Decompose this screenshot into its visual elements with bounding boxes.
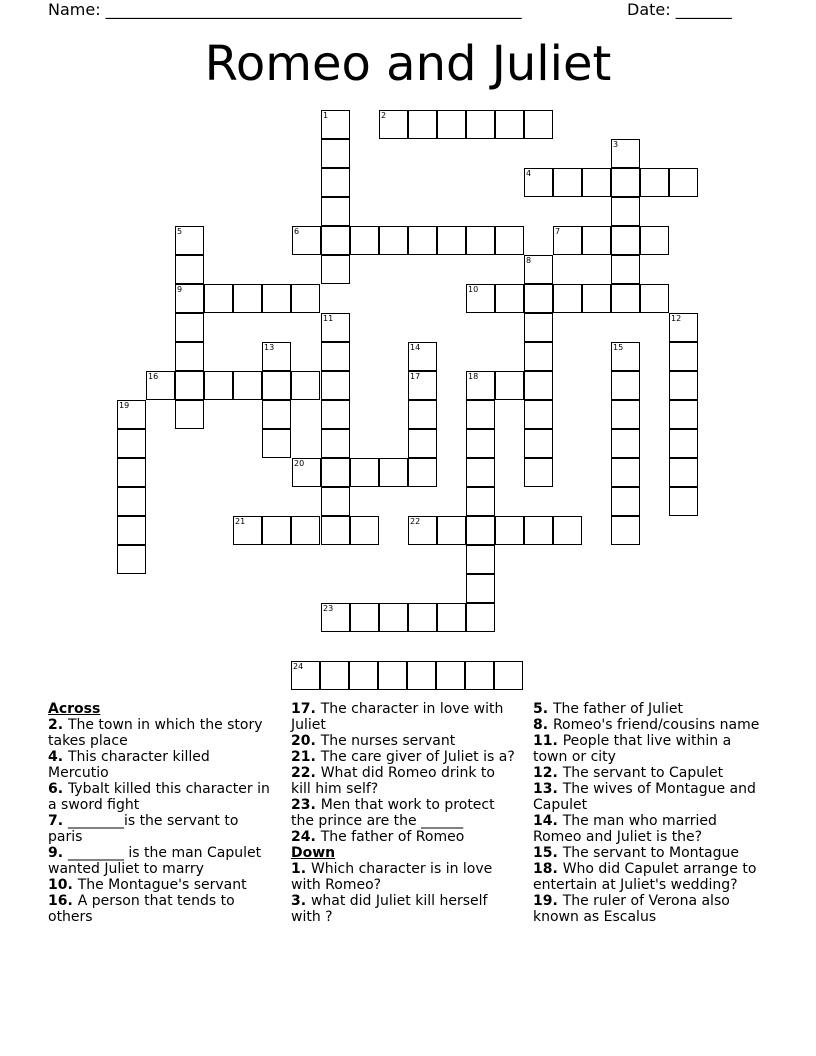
grid-cell[interactable] (437, 226, 466, 255)
clue-text: People that live within a town or city (533, 733, 732, 765)
grid-cell[interactable] (379, 603, 408, 632)
grid-cell[interactable] (466, 487, 495, 516)
clue-text: The Montague's servant (77, 877, 247, 893)
grid-cell[interactable] (321, 197, 350, 226)
clue-text: The nurses servant (320, 733, 456, 749)
clue-number-label: 21 (235, 517, 246, 526)
clue-number: 10. (48, 877, 78, 893)
grid-cell[interactable] (262, 516, 291, 545)
clue-number: 19. (533, 893, 563, 909)
grid-cell[interactable] (321, 371, 350, 400)
grid-cell[interactable] (669, 371, 698, 400)
clue-number: 15. (533, 845, 563, 861)
grid-cell[interactable] (466, 458, 495, 487)
clue-number-label: 2 (381, 111, 387, 120)
grid-cell[interactable] (611, 284, 640, 313)
clue-text: The wives of Montague and Capulet (533, 781, 756, 813)
grid-cell[interactable] (408, 226, 437, 255)
across-clue (48, 877, 273, 893)
clue-number: 12. (533, 765, 563, 781)
date-field-label: Date: _______ (627, 0, 732, 19)
clue-number-label: 8 (526, 256, 532, 265)
clue-number-label: 19 (119, 401, 130, 410)
clue-number: 16. (48, 893, 78, 909)
grid-cell[interactable] (233, 284, 262, 313)
clue-number: 8. (533, 717, 553, 733)
clue-column-2 (291, 701, 516, 925)
grid-cell[interactable] (321, 458, 350, 487)
grid-cell[interactable] (611, 429, 640, 458)
grid-cell[interactable] (291, 284, 320, 313)
clue-number: 21. (291, 749, 321, 765)
grid-cell[interactable] (640, 284, 669, 313)
grid-cell[interactable] (669, 487, 698, 516)
clue-text: Which character is in love with Romeo? (291, 861, 493, 893)
grid-cell[interactable] (117, 429, 146, 458)
grid-cell[interactable] (611, 226, 640, 255)
grid-cell[interactable] (379, 226, 408, 255)
grid-cell[interactable] (408, 110, 437, 139)
clue-text: A person that tends to others (48, 893, 235, 925)
grid-cell[interactable] (233, 371, 262, 400)
grid-cell[interactable] (611, 458, 640, 487)
clue-number-label: 5 (177, 227, 183, 236)
clue-text: Tybalt killed this character in a sword fight (48, 781, 270, 813)
grid-cell[interactable] (262, 429, 291, 458)
grid-cell[interactable] (117, 516, 146, 545)
grid-cell[interactable] (321, 168, 350, 197)
grid-cell[interactable] (495, 226, 524, 255)
clue-number: 22. (291, 765, 321, 781)
across-heading: Across (48, 701, 101, 717)
clue-number-label: 7 (555, 227, 561, 236)
clue-text: The ruler of Verona also known as Escalus (533, 893, 730, 925)
grid-cell[interactable] (407, 661, 436, 690)
grid-cell[interactable] (349, 661, 378, 690)
grid-cell[interactable] (321, 342, 350, 371)
grid-cell[interactable] (466, 545, 495, 574)
clue-text: This character killed Mercutio (48, 749, 210, 781)
clue-number: 18. (533, 861, 563, 877)
grid-cell[interactable] (465, 661, 494, 690)
clue-text: The servant to Montague (562, 845, 739, 861)
across-clue (291, 797, 516, 829)
grid-cell[interactable] (436, 661, 465, 690)
grid-cell[interactable] (524, 429, 553, 458)
down-clue (533, 701, 763, 717)
clue-number: 17. (291, 701, 321, 717)
clue-number: 11. (533, 733, 563, 749)
grid-cell[interactable] (204, 371, 233, 400)
clue-number-label: 18 (468, 372, 479, 381)
across-clue (291, 701, 516, 733)
across-clue (48, 893, 273, 925)
grid-cell[interactable] (553, 168, 582, 197)
grid-cell[interactable] (262, 371, 291, 400)
grid-cell[interactable] (175, 400, 204, 429)
clue-text: what did Juliet kill herself with ? (291, 893, 488, 925)
grid-cell[interactable] (117, 487, 146, 516)
clue-text: The town in which the story takes place (48, 717, 263, 749)
grid-cell[interactable] (495, 371, 524, 400)
down-clue (291, 861, 516, 893)
clue-text: The character in love with Juliet (291, 701, 504, 733)
down-heading: Down (291, 845, 336, 861)
grid-cell[interactable] (350, 516, 379, 545)
clue-column-1 (48, 701, 273, 925)
grid-cell[interactable] (611, 255, 640, 284)
clue-number: 14. (533, 813, 563, 829)
grid-cell[interactable] (640, 168, 669, 197)
grid-cell[interactable] (524, 313, 553, 342)
grid-cell[interactable] (437, 516, 466, 545)
grid-cell[interactable] (611, 516, 640, 545)
grid-cell[interactable] (524, 516, 553, 545)
grid-cell[interactable] (611, 371, 640, 400)
across-clue (48, 749, 273, 781)
grid-cell[interactable] (175, 313, 204, 342)
name-field-label: Name: ____________________________________________________ (48, 0, 522, 19)
grid-cell[interactable] (379, 458, 408, 487)
clue-number: 13. (533, 781, 563, 797)
down-clue (533, 781, 763, 813)
clue-number: 6. (48, 781, 68, 797)
clue-number: 20. (291, 733, 321, 749)
grid-cell[interactable] (437, 603, 466, 632)
grid-cell[interactable] (524, 400, 553, 429)
grid-cell[interactable] (524, 342, 553, 371)
grid-cell[interactable] (582, 226, 611, 255)
clue-text: What did Romeo drink to kill him self? (291, 765, 495, 797)
grid-cell[interactable] (204, 284, 233, 313)
clue-text: The father of Juliet (552, 701, 683, 717)
grid-cell[interactable] (321, 487, 350, 516)
across-clue (291, 749, 516, 765)
clue-number-label: 12 (671, 314, 682, 323)
grid-cell[interactable] (553, 284, 582, 313)
clue-number-label: 6 (294, 227, 300, 236)
grid-cell[interactable] (408, 458, 437, 487)
grid-cell[interactable] (611, 400, 640, 429)
down-clue (533, 861, 763, 893)
grid-cell[interactable] (350, 458, 379, 487)
clue-number-label: 20 (294, 459, 305, 468)
grid-cell[interactable] (669, 429, 698, 458)
across-clue (291, 733, 516, 749)
grid-cell[interactable] (437, 110, 466, 139)
clue-number: 5. (533, 701, 553, 717)
clue-text: Who did Capulet arrange to entertain at Juliet's wedding? (533, 861, 757, 893)
grid-cell[interactable] (494, 661, 523, 690)
grid-cell[interactable] (553, 516, 582, 545)
clue-number: 3. (291, 893, 311, 909)
grid-cell[interactable] (350, 603, 379, 632)
grid-cell[interactable] (378, 661, 407, 690)
grid-cell[interactable] (262, 400, 291, 429)
grid-cell[interactable] (669, 458, 698, 487)
clue-number: 24. (291, 829, 321, 845)
clue-number-label: 1 (323, 111, 329, 120)
grid-cell[interactable] (321, 429, 350, 458)
clue-text: ________is the servant to paris (48, 813, 239, 845)
clue-number-label: 22 (410, 517, 421, 526)
clue-number-label: 3 (613, 140, 619, 149)
grid-cell[interactable] (640, 226, 669, 255)
grid-cell[interactable] (117, 458, 146, 487)
clue-column-3 (533, 701, 763, 925)
grid-cell[interactable] (669, 168, 698, 197)
grid-cell[interactable] (350, 226, 379, 255)
grid-cell[interactable] (408, 429, 437, 458)
clue-number-label: 13 (264, 343, 275, 352)
grid-cell[interactable] (466, 574, 495, 603)
clue-number: 2. (48, 717, 68, 733)
down-clue (533, 733, 763, 765)
grid-cell[interactable] (466, 400, 495, 429)
clue-number-label: 9 (177, 285, 183, 294)
grid-cell[interactable] (582, 168, 611, 197)
across-clue (48, 717, 273, 749)
clue-number-label: 10 (468, 285, 479, 294)
grid-cell[interactable] (524, 110, 553, 139)
clue-number-label: 11 (323, 314, 334, 323)
across-clue (291, 765, 516, 797)
across-clue (48, 845, 273, 877)
grid-cell[interactable] (466, 226, 495, 255)
clue-text: Men that work to protect the prince are the ______ (291, 797, 495, 829)
grid-cell[interactable] (175, 371, 204, 400)
grid-cell[interactable] (611, 487, 640, 516)
clue-number-label: 17 (410, 372, 421, 381)
clue-text: The servant to Capulet (562, 765, 724, 781)
grid-cell[interactable] (262, 284, 291, 313)
clue-text: The father of Romeo (320, 829, 465, 845)
grid-cell[interactable] (291, 516, 320, 545)
grid-cell[interactable] (175, 342, 204, 371)
grid-cell[interactable] (408, 400, 437, 429)
clue-number: 23. (291, 797, 321, 813)
down-clue (533, 893, 763, 925)
across-clue (48, 781, 273, 813)
grid-cell[interactable] (320, 661, 349, 690)
grid-cell[interactable] (466, 429, 495, 458)
clue-text: Romeo's friend/cousins name (552, 717, 760, 733)
grid-cell[interactable] (495, 284, 524, 313)
grid-cell[interactable] (321, 516, 350, 545)
grid-cell[interactable] (321, 139, 350, 168)
grid-cell[interactable] (117, 545, 146, 574)
clue-number-label: 14 (410, 343, 421, 352)
clue-number: 1. (291, 861, 311, 877)
clue-text: The care giver of Juliet is a? (320, 749, 515, 765)
down-clue (533, 765, 763, 781)
down-clue (533, 813, 763, 845)
grid-cell[interactable] (582, 284, 611, 313)
grid-cell[interactable] (321, 400, 350, 429)
clue-number-label: 16 (148, 372, 159, 381)
grid-cell[interactable] (466, 110, 495, 139)
grid-cell[interactable] (408, 603, 437, 632)
grid-cell[interactable] (495, 516, 524, 545)
clue-number: 7. (48, 813, 68, 829)
grid-cell[interactable] (466, 603, 495, 632)
clue-number: 4. (48, 749, 68, 765)
grid-cell[interactable] (291, 371, 320, 400)
grid-cell[interactable] (321, 255, 350, 284)
clue-number-label: 23 (323, 604, 334, 613)
clue-number-label: 15 (613, 343, 624, 352)
down-clue (291, 893, 516, 925)
grid-cell[interactable] (321, 226, 350, 255)
grid-cell[interactable] (669, 342, 698, 371)
down-clue (533, 845, 763, 861)
clue-number-label: 4 (526, 169, 532, 178)
across-clue (291, 829, 516, 845)
grid-cell[interactable] (611, 197, 640, 226)
grid-cell[interactable] (669, 400, 698, 429)
clue-number-label: 24 (293, 662, 304, 671)
across-clue (48, 813, 273, 845)
page-title: Romeo and Juliet (204, 36, 612, 92)
clue-text: ________ is the man Capulet wanted Juliet to marry (48, 845, 262, 877)
grid-cell[interactable] (524, 284, 553, 313)
down-clue (533, 717, 763, 733)
clue-number: 9. (48, 845, 68, 861)
grid-cell[interactable] (495, 110, 524, 139)
grid-cell[interactable] (611, 168, 640, 197)
grid-cell[interactable] (175, 255, 204, 284)
grid-cell[interactable] (524, 458, 553, 487)
grid-cell[interactable] (524, 371, 553, 400)
grid-cell[interactable] (466, 516, 495, 545)
clue-text: The man who married Romeo and Juliet is the? (533, 813, 717, 845)
